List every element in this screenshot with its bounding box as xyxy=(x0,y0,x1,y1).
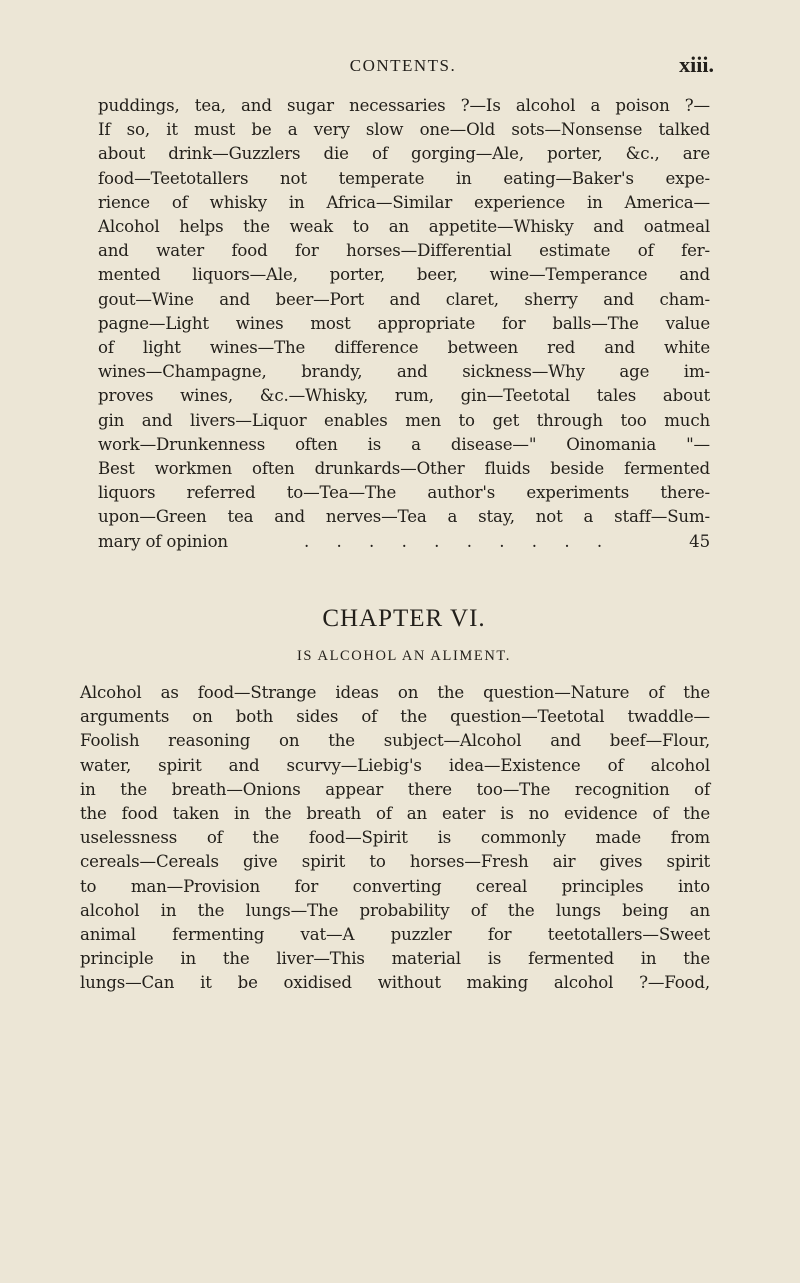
chapter-v-summary xyxy=(98,94,710,554)
summary-last-text: mary of opinion xyxy=(98,531,228,551)
summary-line: food—Teetotallers not temperate in eating—Baker's expe- xyxy=(98,168,710,188)
chapter-line: lungs—Can it be oxidised without making alcohol ?—Food, xyxy=(80,973,710,993)
chapter-line: in the breath—Onions appear there too—The recognition of xyxy=(80,779,710,799)
summary-line: If so, it must be a very slow one—Old sots—Nonsense talked xyxy=(98,120,710,140)
chapter-line: Alcohol as food—Strange ideas on the question—Nature of the xyxy=(80,683,710,702)
summary-line: rience of whisky in Africa—Similar experience in America— xyxy=(98,192,710,212)
summary-line: about drink—Guzzlers die of gorging—Ale, porter, &c., are xyxy=(98,144,710,164)
chapter-line: animal fermenting vat—A puzzler for teetotallers—Sweet xyxy=(80,925,710,945)
summary-page-ref: 45 xyxy=(689,531,710,551)
summary-line: upon—Green tea and nerves—Tea a stay, not a staff—Sum- xyxy=(98,507,710,527)
dot-leaders: . . . . . . . . . . xyxy=(303,531,614,551)
summary-line: of light wines—The difference between red and white xyxy=(98,338,710,358)
summary-line: and water food for horses—Differential estimate of fer- xyxy=(98,241,710,261)
chapter-line: cereals—Cereals give spirit to horses—Fresh air gives spirit xyxy=(80,852,710,872)
page-number: xiii. xyxy=(679,52,714,77)
summary-line: work—Drunkenness often is a disease—" Oinomania "— xyxy=(98,434,710,454)
summary-line: Alcohol helps the weak to an appetite—Whisky and oatmeal xyxy=(98,217,710,237)
chapter-line: to man—Provision for converting cereal principles into xyxy=(80,876,710,896)
summary-line: proves wines, &c.—Whisky, rum, gin—Teetotal tales about xyxy=(98,386,710,406)
chapter-line: alcohol in the lungs—The probability of the lungs being an xyxy=(80,900,710,920)
summary-last-line xyxy=(98,530,710,554)
summary-line: mented liquors—Ale, porter, beer, wine—Temperance and xyxy=(98,265,710,285)
chapter-line: uselessness of the food—Spirit is commonly made from xyxy=(80,828,710,848)
chapter-line: water, spirit and scurvy—Liebig's idea—Existence of alcohol xyxy=(80,755,710,775)
running-header xyxy=(98,52,714,84)
summary-line: gin and livers—Liquor enables men to get through too much xyxy=(98,410,710,430)
summary-line: liquors referred to—Tea—The author's experiments there- xyxy=(98,483,710,503)
running-title: CONTENTS. xyxy=(349,56,457,75)
chapter-line: arguments on both sides of the question—Teetotal twaddle— xyxy=(80,707,710,727)
summary-line: gout—Wine and beer—Port and claret, sherry and cham- xyxy=(98,289,710,309)
chapter-line: Foolish reasoning on the subject—Alcohol and beef—Flour, xyxy=(80,731,710,751)
chapter-line: principle in the liver—This material is fermented in the xyxy=(80,949,710,969)
chapter-subtitle: IS ALCOHOL AN ALIMENT. xyxy=(296,648,512,664)
chapter-heading: CHAPTER VI. xyxy=(322,605,486,632)
summary-line: puddings, tea, and sugar necessaries ?—Is alcohol a poison ?— xyxy=(98,96,710,115)
summary-line: Best workmen often drunkards—Other fluids beside fermented xyxy=(98,459,710,479)
chapter-vi-summary xyxy=(80,681,710,996)
chapter-line: the food taken in the breath of an eater is no evidence of the xyxy=(80,804,710,824)
summary-line: wines—Champagne, brandy, and sickness—Why age im- xyxy=(98,362,710,382)
summary-line: pagne—Light wines most appropriate for balls—The value xyxy=(98,313,710,333)
